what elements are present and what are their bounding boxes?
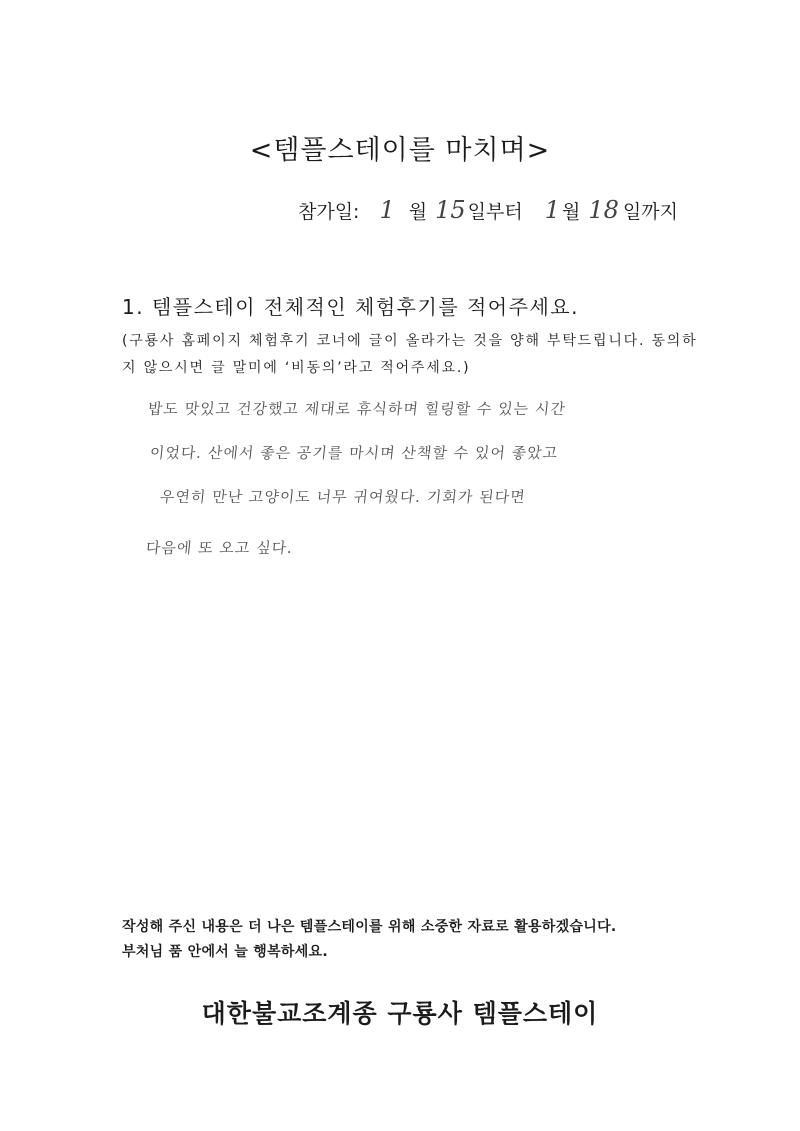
closing-note xyxy=(122,915,722,965)
until-text: 일까지 xyxy=(622,201,678,223)
participation-dates xyxy=(298,196,678,232)
end-month-value: 1 xyxy=(544,196,560,224)
question-note: (구룡사 홈페이지 체험후기 코너에 글이 올라가는 것을 양해 부탁드립니다. 동의하지 않으시면 글 말미에 ‘비동의’라고 적어주세요.) xyxy=(122,333,698,376)
answer-line: 다음에 또 오고 싶다. xyxy=(145,539,294,557)
answer-line: 이었다. 산에서 좋은 공기를 마시며 산책할 수 있어 좋았고 xyxy=(149,444,560,462)
participation-label: 참가일: xyxy=(298,201,360,223)
organization-name: 대한불교조계종 구룡사 템플스테이 xyxy=(201,999,599,1028)
start-month-unit: 월 xyxy=(408,201,428,223)
from-text: 일부터 xyxy=(467,201,523,223)
start-month-value: 1 xyxy=(379,196,395,224)
question-title: 1. 템플스테이 전체적인 체험후기를 적어주세요. xyxy=(122,295,579,319)
start-day-value: 15 xyxy=(435,196,466,224)
page-title: <템플스테이를 마치며> xyxy=(249,135,551,166)
closing-note-line-2: 부처님 품 안에서 늘 행복하세요. xyxy=(122,944,329,960)
answer-line: 밥도 맛있고 건강했고 제대로 휴식하며 힐링할 수 있는 시간 xyxy=(147,400,567,418)
end-month-unit: 월 xyxy=(562,201,581,223)
closing-note-line-1: 작성해 주신 내용은 더 나은 템플스테이를 위해 소중한 자료로 활용하겠습니다. xyxy=(122,919,617,935)
end-day-value: 18 xyxy=(588,196,619,224)
answer-line: 우연히 만난 고양이도 너무 귀여웠다. 기회가 된다면 xyxy=(159,488,527,506)
